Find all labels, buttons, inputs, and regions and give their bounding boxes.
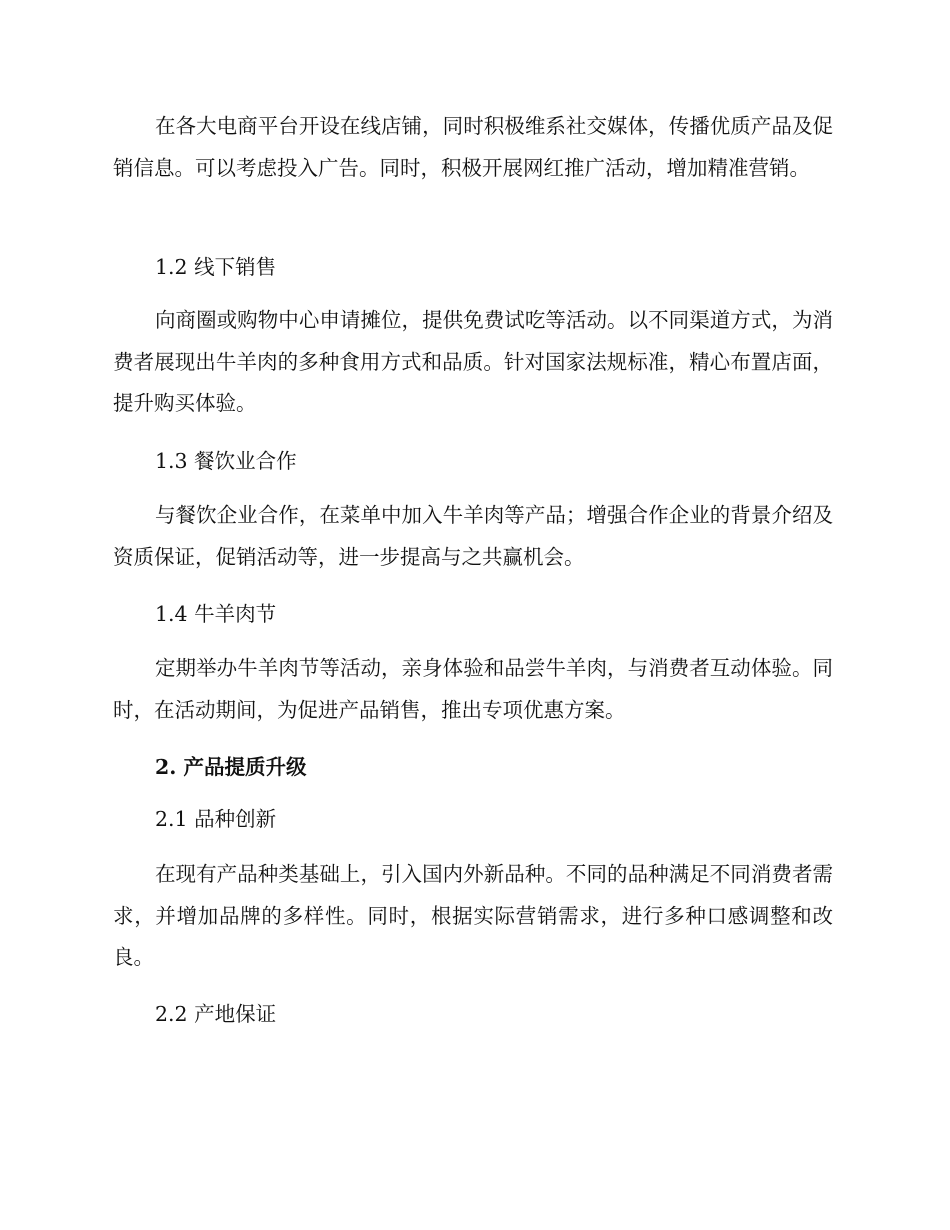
- paragraph-online-stores: 在各大电商平台开设在线店铺，同时积极维系社交媒体，传播优质产品及促销信息。可以考虑投入广告。同时，积极开展网红推广活动，增加精准营销。: [113, 114, 833, 180]
- paragraph-offline-sales: 向商圈或购物中心申请摊位，提供免费试吃等活动。以不同渠道方式，为消费者展现出牛羊肉的多种食用方式和品质。针对国家法规标准，精心布置店面，提升购买体验。: [113, 308, 833, 415]
- paragraph-catering-cooperation: 与餐饮企业合作，在菜单中加入牛羊肉等产品；增强合作企业的背景介绍及资质保证，促销活动等，进一步提高与之共赢机会。: [113, 503, 833, 569]
- heading-product-upgrade: 2. 产品提质升级: [155, 755, 307, 779]
- heading-origin-guarantee: 2.2 产地保证: [155, 1002, 277, 1026]
- heading-variety-innovation: 2.1 品种创新: [155, 807, 277, 831]
- heading-beef-mutton-festival: 1.4 牛羊肉节: [155, 602, 277, 626]
- paragraph-variety-innovation: 在现有产品种类基础上，引入国内外新品种。不同的品种满足不同消费者需求，并增加品牌的多样性。同时，根据实际营销需求，进行多种口感调整和改良。: [113, 862, 833, 969]
- heading-offline-sales: 1.2 线下销售: [155, 255, 277, 279]
- paragraph-beef-mutton-festival: 定期举办牛羊肉节等活动，亲身体验和品尝牛羊肉，与消费者互动体验。同时，在活动期间，为促进产品销售，推出专项优惠方案。: [113, 656, 833, 722]
- heading-catering-cooperation: 1.3 餐饮业合作: [155, 449, 297, 473]
